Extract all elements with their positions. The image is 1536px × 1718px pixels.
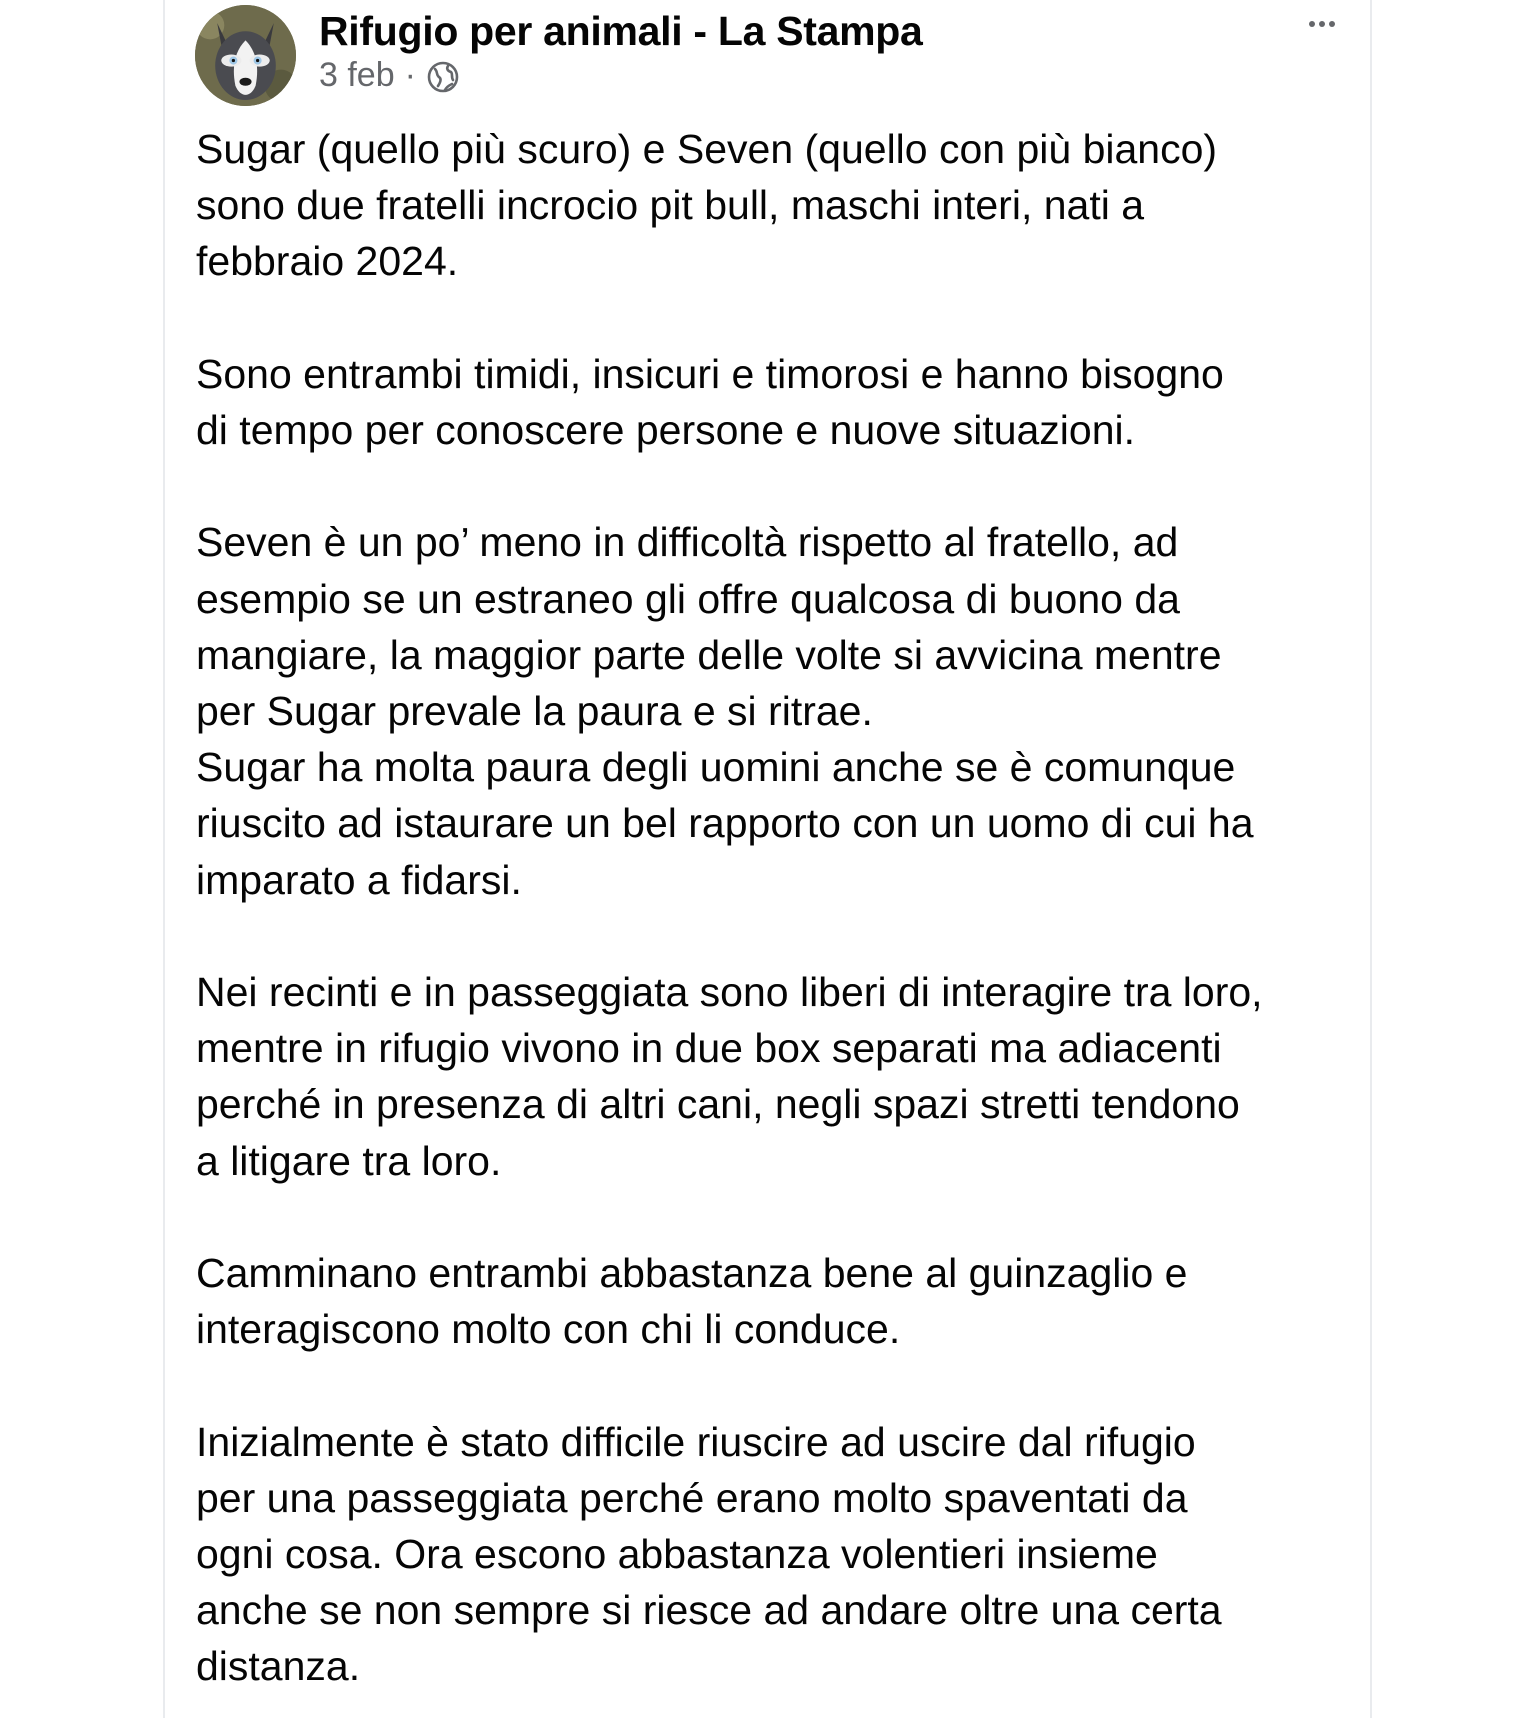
post-paragraph: Camminano entrambi abbastanza bene al guinzaglio e interagiscono molto con chi li conduce. [196, 1250, 1188, 1353]
post-meta [319, 56, 460, 95]
more-options-button[interactable] [1302, 4, 1342, 44]
post-paragraph: Sugar (quello più scuro) e Seven (quello con più bianco) sono due fratelli incrocio pit bull, maschi interi, nati a febbraio 2024. [196, 126, 1218, 285]
page-avatar[interactable] [195, 5, 296, 106]
post-body [196, 121, 1396, 1695]
post-paragraph: Inizialmente è stato difficile riuscire ad uscire dal rifugio per una passeggiata perché erano molto spaventati da ogni cosa. Ora escono abbastanza volentieri insieme anche se non sempre si riesce ad andare oltre una certa distanza. [196, 1418, 1222, 1690]
husky-avatar-icon [195, 5, 296, 106]
meta-separator: · [404, 56, 416, 94]
globe-icon [426, 60, 460, 94]
post-paragraph: Seven è un po’ meno in difficoltà rispetto al fratello, ad esempio se un estraneo gli offre qualcosa di buono da mangiare, la maggior parte delle volte si avvicina mentre per Sugar prevale la paura e si ritrae. Sugar ha molta paura degli uomini anche se è comunque riuscito ad istaurare un bel rapporto con un uomo di cui ha imparato a fidarsi. [196, 519, 1254, 903]
page-name[interactable]: Rifugio per animali - La Stampa [319, 8, 923, 54]
post-paragraph: Nei recinti e in passeggiata sono liberi di interagire tra loro, mentre in rifugio vivono in due box separati ma adiacenti perché in presenza di altri cani, negli spazi stretti tendono a litigare tra loro. [196, 969, 1263, 1184]
more-dot [1309, 21, 1315, 27]
more-dot [1319, 21, 1325, 27]
more-dot [1329, 21, 1335, 27]
post-paragraph: Sono entrambi timidi, insicuri e timorosi e hanno bisogno di tempo per conoscere persone e nuove situazioni. [196, 350, 1224, 453]
post-date[interactable]: 3 feb [319, 56, 395, 94]
